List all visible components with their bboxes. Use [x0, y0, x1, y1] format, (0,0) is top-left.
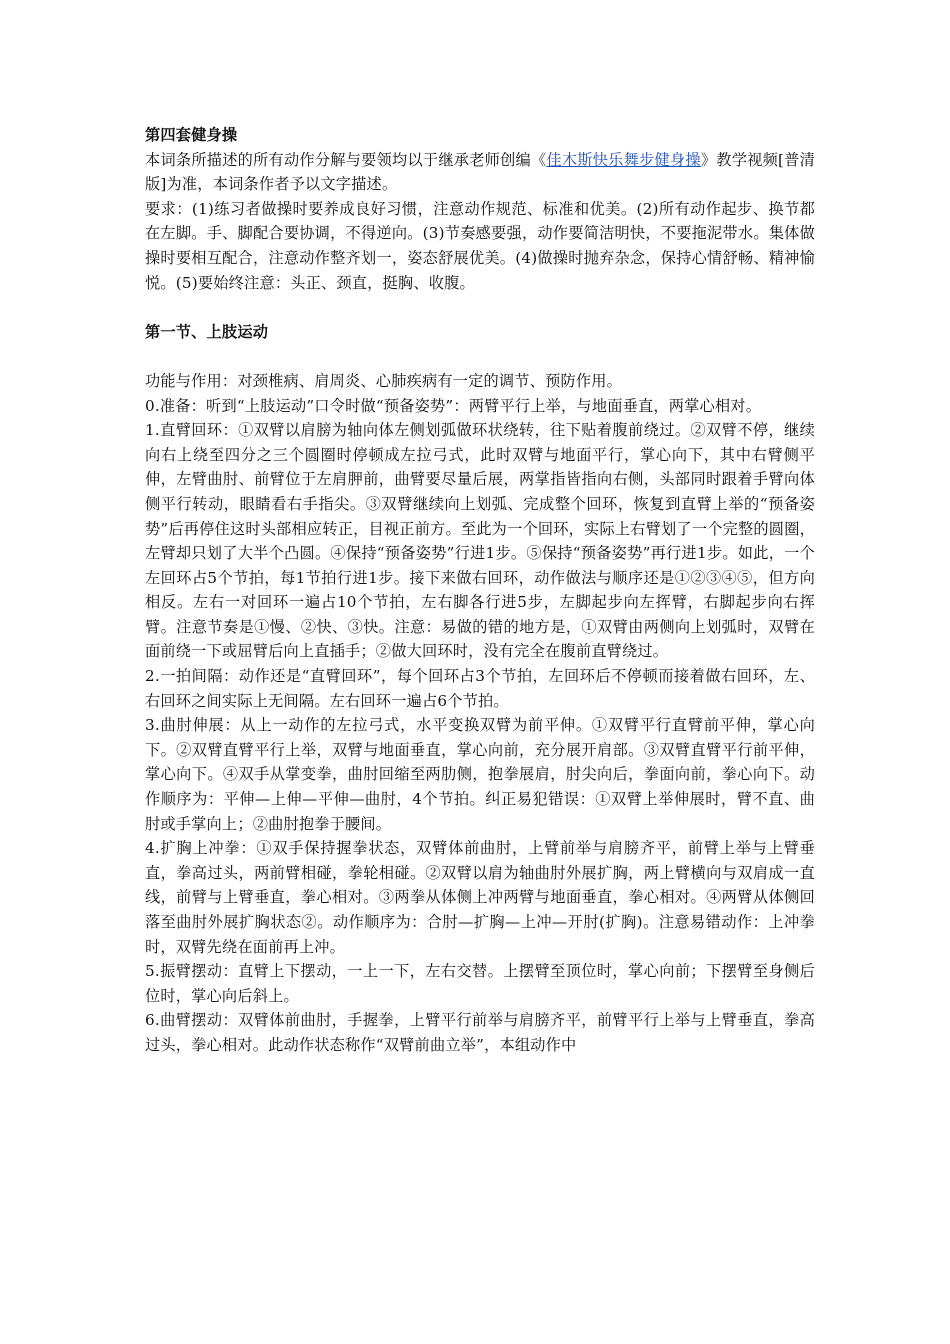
item-paragraph-3: 3.曲肘伸展：从上一动作的左拉弓式，水平变换双臂为前平伸。①双臂平行直臂前平伸，掌心向下。②双臂直臂平行上举，双臂与地面垂直，掌心向前，充分展开肩部。③双臂直臂平行前平伸，掌心向下。④双手从掌变拳，曲肘回缩至两肋侧，抱拳展肩，肘尖向后，拳面向前，拳心向下。动作顺序为：平伸—上伸—平伸—曲肘，4个节拍。纠正易犯错误：①双臂上举伸展时，臂不直、曲肘或手掌向上；②曲肘抱拳于腰间。	[145, 716, 815, 833]
intro-text-before: 本词条所描述的所有动作分解与要领均以于继承老师创编《	[145, 150, 547, 169]
spacer	[145, 295, 815, 320]
document-title: 第四套健身操	[145, 126, 238, 144]
intro-paragraph	[145, 148, 815, 197]
intro-text-after: 》教学视频[普清版]为准，本词条作者予以文字描述。	[145, 150, 816, 194]
function-paragraph: 功能与作用：对颈椎病、肩周炎、心肺疾病有一定的调节、预防作用。	[145, 371, 623, 390]
item-paragraph-1: 1.直臂回环：①双臂以肩膀为轴向体左侧划弧做环状绕转，往下贴着腹前绕过。②双臂不停，继续向右上绕至四分之三个圆圈时停顿成左拉弓式，此时双臂与地面平行，掌心向下，其中右臂侧平伸，左臂曲肘、前臂位于左肩胛前，曲臂要尽量后展，两掌指皆指向右侧，头部同时跟着手臂向体侧平行转动，眼睛看右手指尖。③双臂继续向上划弧、完成整个回环，恢复到直臂上举的“预备姿势”后再停住这时头部相应转正，目视正前方。至此为一个回环，实际上右臂划了一个完整的圆圈，左臂却只划了大半个凸圆。④保持“预备姿势”行进1步。⑤保持“预备姿势”再行进1步。如此，一个左回环占5个节拍，每1节拍行进1步。接下来做右回环，动作做法与顺序还是①②③④⑤，但方向相反。左右一对回环一遍占10个节拍，左右脚各行进5步，左脚起步向左挥臂，右脚起步向右挥臂。注意节奏是①慢、②快、③快。注意：易做的错的地方是，①双臂由两侧向上划弧时，双臂在面前绕一下或屈臂后向上直插手；②做大回环时，没有完全在腹前直臂绕过。	[145, 421, 815, 661]
requirements-paragraph: 要求：(1)练习者做操时要养成良好习惯，注意动作规范、标准和优美。(2)所有动作起步、换节都在左脚。手、脚配合要协调，不得逆向。(3)节奏感要强，动作要简洁明快，不要拖泥带水。集体做操时要相互配合，注意动作整齐划一，姿态舒展优美。(4)做操时抛弃杂念，保持心情舒畅、精神愉悦。(5)要始终注意：头正、颈直，挺胸、收腹。	[145, 199, 815, 292]
item-paragraph-6: 6.曲臂摆动：双臂体前曲肘，手握拳，上臂平行前举与肩膀齐平，前臂平行上举与上臂垂直，拳高过头，拳心相对。此动作状态称作“双臂前曲立举”，本组动作中	[145, 1011, 815, 1054]
video-link[interactable]: 佳木斯快乐舞步健身操	[546, 150, 701, 169]
document-body	[145, 123, 815, 1058]
item-paragraph-5: 5.振臂摆动：直臂上下摆动，一上一下，左右交替。上摆臂至顶位时，掌心向前；下摆臂至身侧后位时，掌心向后斜上。	[145, 962, 815, 1005]
item-paragraph-4: 4.扩胸上冲拳：①双手保持握拳状态，双臂体前曲肘，上臂前举与肩膀齐平，前臂上举与上臂垂直，拳高过头，两前臂相碰，拳轮相碰。②双臂以肩为轴曲肘外展扩胸，两上臂横向与双肩成一直线，前臂与上臂垂直，拳心相对。③两拳从体侧上冲两臂与地面垂直，拳心相对。④两臂从体侧回落至曲肘外展扩胸状态②。动作顺序为：合肘—扩胸—上冲—开肘(扩胸)。注意易错动作：上冲拳时，双臂先绕在面前再上冲。	[145, 839, 815, 956]
section-heading: 第一节、上肢运动	[145, 322, 269, 341]
spacer	[145, 344, 815, 369]
prep-paragraph: 0.准备：听到“上肢运动”口令时做“预备姿势”：两臂平行上举，与地面垂直，两掌心相对。	[145, 396, 762, 415]
item-paragraph-2: 2.一拍间隔：动作还是“直臂回环”，每个回环占3个节拍，左回环后不停顿而接着做右回环，左、右回环之间实际上无间隔。左右回环一遍占6个节拍。	[145, 667, 815, 710]
